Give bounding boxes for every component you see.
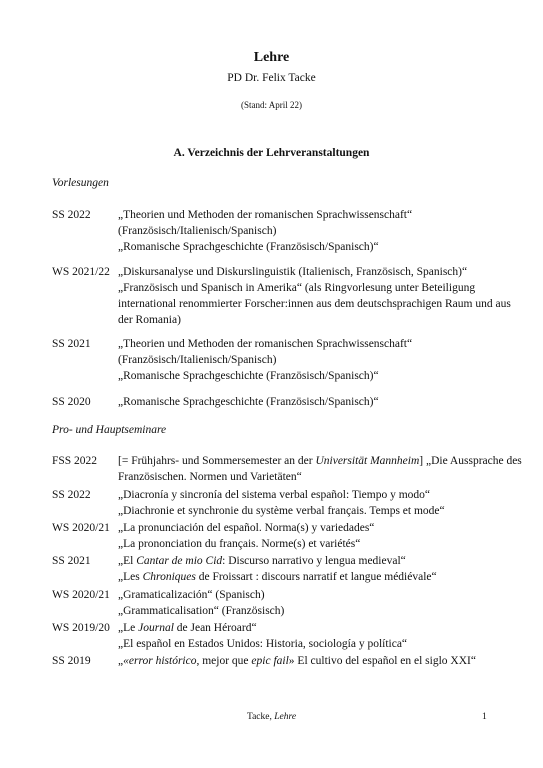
course-title: (Französisch/Italienisch/Spanisch) bbox=[118, 225, 277, 237]
course-title: „«error histórico, mejor que epic fail» El cultivo del español en el siglo XXI“ bbox=[118, 655, 476, 667]
lecture-entry bbox=[52, 336, 492, 384]
course-title: „Theorien und Methoden der romanischen Sprachwissenschaft“ bbox=[118, 338, 413, 350]
course-title: Französischen. Normen und Varietäten“ bbox=[118, 471, 302, 483]
vorlesungen-label: Vorlesungen bbox=[52, 177, 109, 189]
course-title: „Diachronie et synchronie du système verbal français. Temps et mode“ bbox=[118, 505, 445, 517]
seminare-label: Pro- und Hauptseminare bbox=[52, 424, 167, 436]
seminar-entry bbox=[52, 587, 492, 619]
course-title: der Romania) bbox=[118, 314, 181, 326]
course-title: „Theorien und Methoden der romanischen Sprachwissenschaft“ bbox=[118, 209, 413, 221]
lecture-entry bbox=[52, 394, 492, 410]
semester: WS 2019/20 bbox=[52, 622, 110, 634]
semester: FSS 2022 bbox=[52, 455, 98, 467]
date-stand: (Stand: April 22) bbox=[241, 100, 302, 110]
seminar-entry bbox=[52, 553, 492, 585]
course-title: „Diacronía y sincronía del sistema verbal español: Tiempo y modo“ bbox=[118, 489, 431, 501]
semester: WS 2020/21 bbox=[52, 589, 110, 601]
seminar-entry bbox=[52, 520, 492, 552]
semester: SS 2020 bbox=[52, 396, 91, 408]
course-title: „El español en Estados Unidos: Historia, sociología y política“ bbox=[118, 638, 408, 650]
page-title: Lehre bbox=[253, 50, 290, 65]
course-title: „El Cantar de mio Cid: Discurso narrativo y lengua medieval“ bbox=[118, 555, 406, 567]
seminar-entry bbox=[52, 653, 492, 669]
course-title: [= Frühjahrs- und Sommersemester an der Universität Mannheim] „Die Aussprache des bbox=[118, 455, 522, 467]
footer-author: Tacke, bbox=[246, 712, 275, 722]
semester: SS 2022 bbox=[52, 209, 91, 221]
seminar-entry bbox=[52, 620, 492, 652]
course-title: „La prononciation du français. Norme(s) et variétés“ bbox=[118, 538, 361, 550]
course-title: international renommierter Forscher:innen aus dem deutschsprachigen Raum und aus bbox=[118, 298, 511, 310]
course-title: „Grammaticalisation“ (Französisch) bbox=[118, 605, 285, 617]
course-title: „Le Journal de Jean Héroard“ bbox=[118, 622, 257, 634]
semester: SS 2022 bbox=[52, 489, 91, 501]
author-line: PD Dr. Felix Tacke bbox=[227, 72, 316, 84]
course-title: „Romanische Sprachgeschichte (Französisch/Spanisch)“ bbox=[118, 241, 379, 253]
course-title: „Gramaticalización“ (Spanisch) bbox=[118, 589, 265, 601]
page-number: 1 bbox=[482, 712, 487, 722]
footer-title: Lehre bbox=[274, 712, 297, 722]
semester: WS 2020/21 bbox=[52, 522, 110, 534]
lecture-entry bbox=[52, 207, 492, 255]
seminar-entry bbox=[52, 487, 492, 519]
lecture-entry bbox=[52, 264, 511, 328]
semester: SS 2019 bbox=[52, 655, 91, 667]
semester: SS 2021 bbox=[52, 338, 91, 350]
semester: WS 2021/22 bbox=[52, 266, 110, 278]
course-title: „Diskursanalyse und Diskurslinguistik (Italienisch, Französisch, Spanisch)“ bbox=[118, 266, 468, 278]
semester: SS 2021 bbox=[52, 555, 91, 567]
page-footer bbox=[0, 712, 543, 722]
course-title: „La pronunciación del español. Norma(s) y variedades“ bbox=[118, 522, 375, 534]
section-heading: A. Verzeichnis der Lehrveranstaltungen bbox=[173, 147, 370, 159]
course-title: „Les Chroniques de Froissart : discours narratif et langue médiévale“ bbox=[118, 571, 437, 583]
course-title: „Französisch und Spanisch in Amerika“ (als Ringvorlesung unter Beteiligung bbox=[118, 282, 476, 294]
course-title: „Romanische Sprachgeschichte (Französisch/Spanisch)“ bbox=[118, 396, 379, 408]
seminar-entry bbox=[52, 453, 522, 485]
course-title: (Französisch/Italienisch/Spanisch) bbox=[118, 354, 277, 366]
course-title: „Romanische Sprachgeschichte (Französisch/Spanisch)“ bbox=[118, 370, 379, 382]
